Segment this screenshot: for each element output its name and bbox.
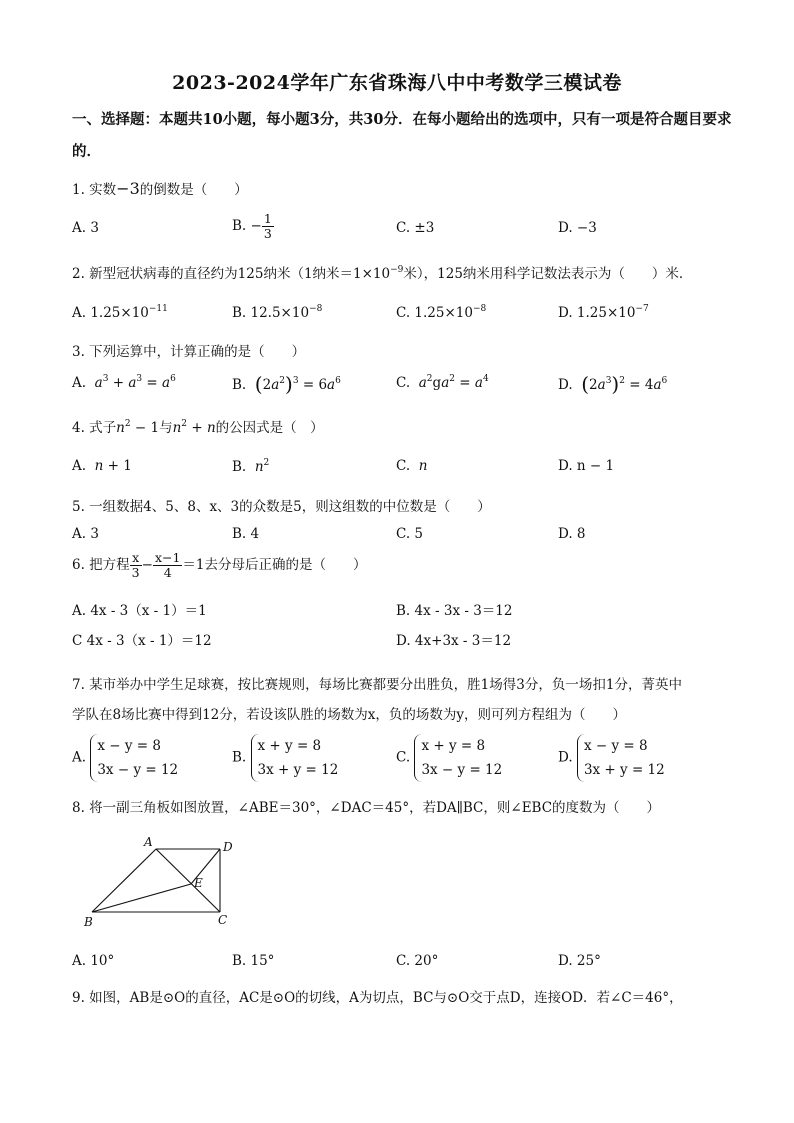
q6-frac-2 (153, 551, 182, 580)
question-9: 9. 如图，AB是⊙O的直径，AC是⊙O的切线，A为切点，BC与⊙O交于点D，连接OD．若∠C＝46°， (72, 990, 683, 1006)
q7-c-eq1: x + y = 8 (421, 738, 486, 754)
q2-stem-a: 2. 新型冠状病毒的直径约为125纳米（1纳米＝1×10 (72, 266, 391, 282)
q5-option-b: B. 4 (232, 526, 260, 542)
q4-option-a: A. n + 1 (72, 458, 132, 474)
question-6: 6. 把方程 $\frac{x}{3}$ − $\frac{x-1}{4}$ ＝1去分母后正确的是（ ） (72, 550, 367, 580)
label-c: C (218, 913, 228, 927)
q4-c-label: C. (396, 458, 411, 474)
q7-b-label: B. (232, 749, 247, 766)
question-1 (72, 178, 248, 198)
q7-a-label: A. (72, 749, 87, 766)
q1-option-a: A. 3 (72, 220, 99, 236)
question-5: 5. 一组数据4、5、8、x、3的众数是5，则这组数的中位数是（ ） (72, 499, 491, 515)
question-7-line2: 学队在8场比赛中得到12分，若设该队胜的场数为x，负的场数为y，则可列方程组为（ ） (72, 707, 627, 723)
q7-d-eq1: x − y = 8 (583, 738, 648, 754)
q1-frac-num: 1 (263, 211, 272, 226)
q6-frac2-den: 4 (163, 565, 172, 580)
segment-ac (156, 849, 220, 912)
question-2 (72, 262, 692, 282)
q2-c-exp: −8 (472, 304, 487, 314)
q6-option-c: C 4x - 3（x - 1）＝12 (72, 633, 212, 649)
q6-option-d: D. 4x+3x - 3＝12 (396, 633, 512, 649)
q2-b-exp: −8 (309, 304, 323, 314)
q4-option-d: D. n − 1 (558, 458, 615, 474)
q6-option-b: B. 4x - 3x - 3＝12 (396, 603, 513, 619)
q6-frac1-den: 3 (131, 565, 140, 580)
page-title: 2023-2024学年广东省珠海八中中考数学三模试卷 (172, 72, 622, 94)
q7-a-system (90, 734, 178, 782)
q2-stem-b: 米），125纳米用科学记数法表示为（ ）米． (403, 266, 693, 282)
q1-fraction (262, 212, 274, 241)
q4-stem-a: 4. 式子 (72, 420, 117, 436)
q3-option-b: B. $(2a^2)^3 = 6a^6$ (232, 372, 341, 396)
q2-exp: −9 (390, 265, 404, 275)
q6-option-a: A. 4x - 3（x - 1）＝1 (72, 603, 207, 619)
q7-option-d (558, 734, 665, 782)
q2-option-d (558, 304, 649, 321)
q7-d-system (577, 734, 665, 782)
q7-a-eq2: 3x − y = 12 (97, 762, 179, 778)
q7-option-b (232, 734, 338, 782)
label-d: D (223, 840, 233, 854)
q7-b-eq1: x + y = 8 (257, 738, 322, 754)
q1-number: −3 (116, 179, 140, 198)
q8-option-d: D. 25° (558, 953, 601, 969)
question-3: 3. 下列运算中，计算正确的是（ ） (72, 344, 306, 360)
q7-a-eq1: x − y = 8 (97, 738, 161, 754)
q7-option-c (396, 734, 502, 782)
label-b: B (84, 915, 93, 929)
q2-b-base: B. 12.5×10 (232, 305, 310, 321)
q2-d-base: D. 1.25×10 (558, 305, 636, 321)
q8-option-b: B. 15° (232, 953, 275, 969)
q4-a-label: A. (72, 458, 87, 474)
question-4: 4. 式子$n^2 - 1$与$n^2 + n$的公因式是（ ） (72, 419, 324, 436)
q6-stem-a: 6. 把方程 (72, 557, 130, 573)
q4-b-label: B. (232, 459, 247, 475)
q7-b-eq2: 3x + y = 12 (257, 762, 339, 778)
q3-option-c: C. $a^2ga^2 = a^4$ (396, 374, 489, 391)
q7-c-system (414, 734, 502, 782)
q2-option-a (72, 304, 168, 321)
q2-option-c (396, 304, 486, 321)
q2-a-base: A. 1.25×10 (72, 305, 149, 321)
label-e: E (194, 876, 203, 890)
q7-d-label: D. (558, 749, 573, 766)
q3-option-a: A. $a^3 + a^3 = a^6$ (72, 374, 176, 391)
q8-option-c: C. 20° (396, 953, 439, 969)
question-7-line1: 7. 某市举办中学生足球赛，按比赛规则，每场比赛都要分出胜负，胜1场得3分，负一场扣1分，菁英中 (72, 677, 682, 693)
q5-option-c: C. 5 (396, 526, 424, 542)
q7-c-eq2: 3x − y = 12 (421, 762, 503, 778)
q1-option-c: C. ±3 (396, 220, 435, 236)
question-8: 8. 将一副三角板如图放置，∠ABE＝30°，∠DAC＝45°，若DA∥BC，则∠EBC的度数为（ ） (72, 800, 661, 816)
q2-a-exp: −11 (148, 304, 168, 314)
q6-frac1-num: x (130, 551, 142, 566)
q5-option-d: D. 8 (558, 526, 586, 542)
q3-option-d: D. $(2a^3)^2 = 4a^6$ (558, 372, 668, 396)
label-a: A (144, 835, 153, 849)
q7-b-system (251, 734, 339, 782)
triangle-figure (80, 832, 250, 934)
q6-frac-1 (130, 551, 142, 580)
q1-stem-c: 的倒数是（ ） (139, 182, 248, 198)
q4-option-c: C. n (396, 458, 428, 474)
q4-option-b: B. $n^2$ (232, 458, 270, 475)
q7-option-a (72, 734, 178, 782)
q7-d-eq2: 3x + y = 12 (583, 762, 665, 778)
q6-frac2-num: x−1 (154, 550, 181, 565)
q1-stem-a: 1. 实数 (72, 182, 117, 198)
q4-stem-c: 的公因式是（ ） (215, 420, 324, 436)
q1-option-d: D. −3 (558, 220, 597, 236)
q8-option-a: A. 10° (72, 953, 115, 969)
q4-stem-b: 与 (159, 420, 173, 436)
q6-stem-b: ＝1去分母后正确的是（ ） (182, 557, 367, 573)
q7-c-label: C. (396, 749, 411, 766)
section-heading: 一、选择题：本题共10小题，每小题3分，共30分．在每小题给出的选项中，只有一项是符合题目要求的． (72, 111, 732, 160)
q1-option-b (232, 212, 274, 241)
q2-d-exp: −7 (635, 304, 649, 314)
q5-option-a: A. 3 (72, 526, 99, 542)
q1-option-b-label: B. − (232, 218, 262, 234)
q2-c-base: C. 1.25×10 (396, 305, 473, 321)
q1-frac-den: 3 (263, 226, 272, 241)
q2-option-b (232, 304, 322, 321)
